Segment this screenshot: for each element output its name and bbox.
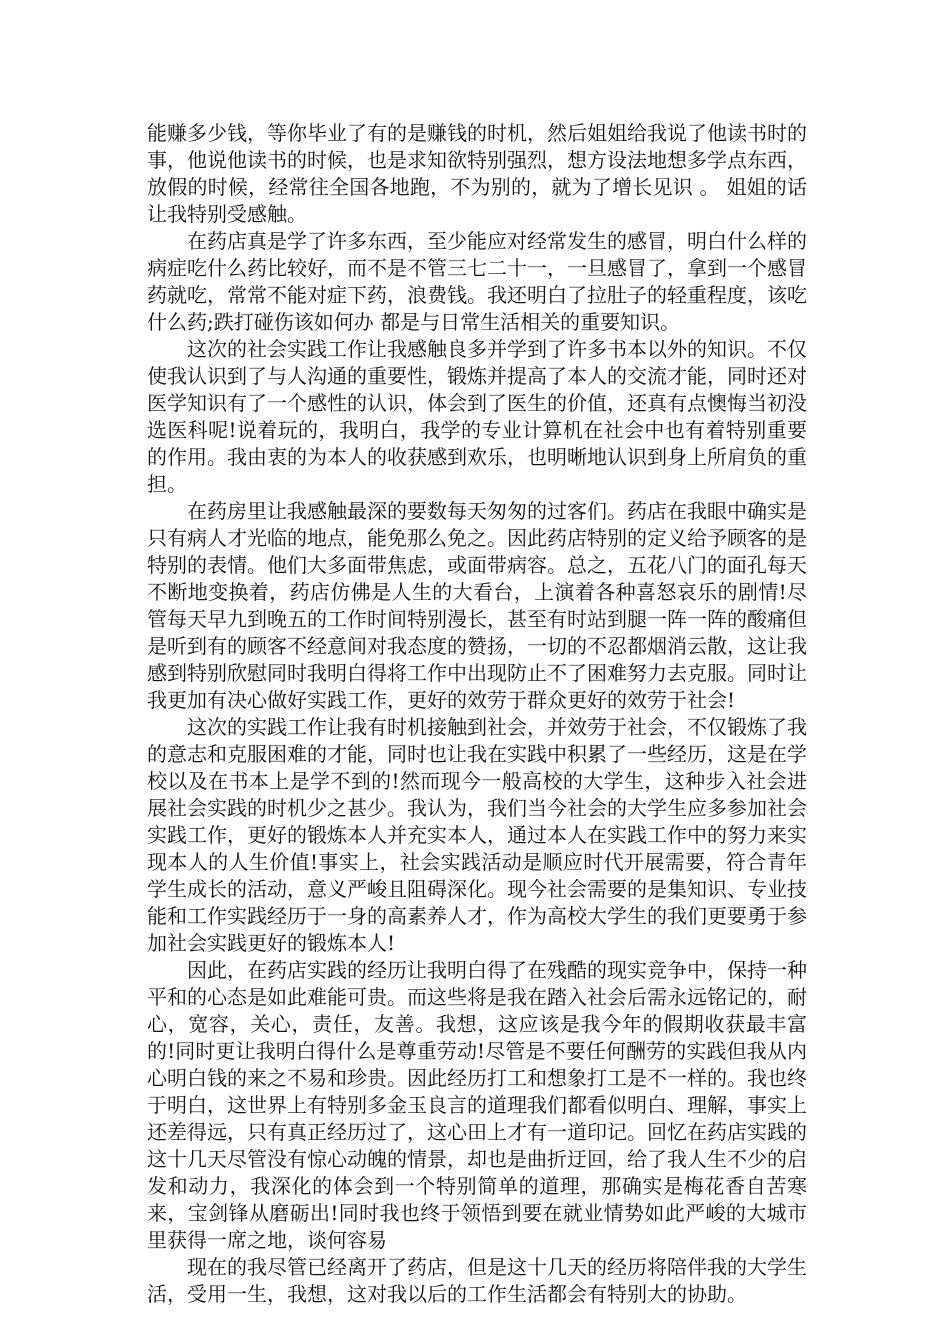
paragraph-7: 现在的我尽管已经离开了药店，但是这十几天的经历将陪伴我的大学生活，受用一生，我想，这对我以后的工作生活都会有特别大的协助。: [147, 1255, 807, 1306]
paragraph-5: 这次的实践工作让我有时机接触到社会，并效劳于社会，不仅锻炼了我的意志和克服困难的才能，同时也让我在实践中积累了一些经历，这是在学校以及在书本上是学不到的!然而现今一般高校的大学生，这种步入社会进展社会实践的时机少之甚少。我认为，我们当今社会的大学生应多参加社会实践工作，更好的锻炼本人并充实本人，通过本人在实践工作中的努力来实现本人的人生价值!事实上，社会实践活动是顺应时代开展需要，符合青年学生成长的活动，意义严峻且阻碍深化。现今社会需要的是集知识、专业技能和工作实践经历于一身的高素养人才，作为高校大学生的我们更要勇于参加社会实践更好的锻炼本人!: [147, 715, 807, 955]
paragraph-2: 在药店真是学了许多东西，至少能应对经常发生的感冒，明白什么样的病症吃什么药比较好，而不是不管三七二十一，一旦感冒了，拿到一个感冒药就吃，常常不能对症下药，浪费钱。我还明白了拉肚子的轻重程度，该吃什么药;跌打碰伤该如何办 都是与日常生活相关的重要知识。: [147, 229, 807, 334]
document-body: [147, 120, 807, 1308]
paragraph-4: 在药房里让我感触最深的要数每天匆匆的过客们。药店在我眼中确实是只有病人才光临的地点，能免那么免之。因此药店特别的定义给予顾客的是特别的表情。他们大多面带焦虑，或面带病容。总之，五花八门的面孔每天不断地变换着，药店仿佛是人生的大看台，上演着各种喜怒哀乐的剧情!尽管每天早九到晚五的工作时间特别漫长，甚至有时站到腿一阵一阵的酸痛但是听到有的顾客不经意间对我态度的赞扬，一切的不忍都烟消云散，这让我感到特别欣慰同时我明白得将工作中出现防止不了困难努力去克服。同时让我更加有决心做好实践工作，更好的效劳于群众更好的效劳于社会!: [147, 499, 807, 712]
paragraph-3: 这次的社会实践工作让我感触良多并学到了许多书本以外的知识。不仅使我认识到了与人沟通的重要性，锻炼并提高了本人的交流才能，同时还对医学知识有了一个感性的认识，体会到了医生的价值，还真有点懊悔当初没选医科呢!说着玩的，我明白，我学的专业计算机在社会中也有着特别重要的作用。我由衷的为本人的收获感到欢乐，也明晰地认识到身上所肩负的重担。: [147, 337, 807, 496]
paragraph-6: 因此，在药店实践的经历让我明白得了在残酷的现实竞争中，保持一种平和的心态是如此难能可贵。而这些将是我在踏入社会后需永远铭记的，耐心，宽容，关心，责任，友善。我想，这应该是我今年的假期收获最丰富的!同时更让我明白得什么是尊重劳动!尽管是不要任何酬劳的实践但我从内心明白钱的来之不易和珍贵。因此经历打工和想象打工是不一样的。我也终于明白，这世界上有特别多金玉良言的道理我们都看似明白、理解，事实上还差得远，只有真正经历过了，这心田上才有一道印记。回忆在药店实践的这十几天尽管没有惊心动魄的情景，却也是曲折迂回，给了我人生不少的启发和动力，我深化的体会到一个特别简单的道理，那确实是梅花香自苦寒来，宝剑锋从磨砺出!同时我也终于领悟到要在就业情势如此严峻的大城市里获得一席之地，谈何容易: [147, 958, 807, 1252]
paragraph-1: 能赚多少钱，等你毕业了有的是赚钱的时机，然后姐姐给我说了他读书时的事，他说他读书的时候，也是求知欲特别强烈，想方设法地想多学点东西，放假的时候，经常往全国各地跑，不为别的，就为了增长见识 。 姐姐的话让我特别受感触。: [147, 121, 807, 226]
